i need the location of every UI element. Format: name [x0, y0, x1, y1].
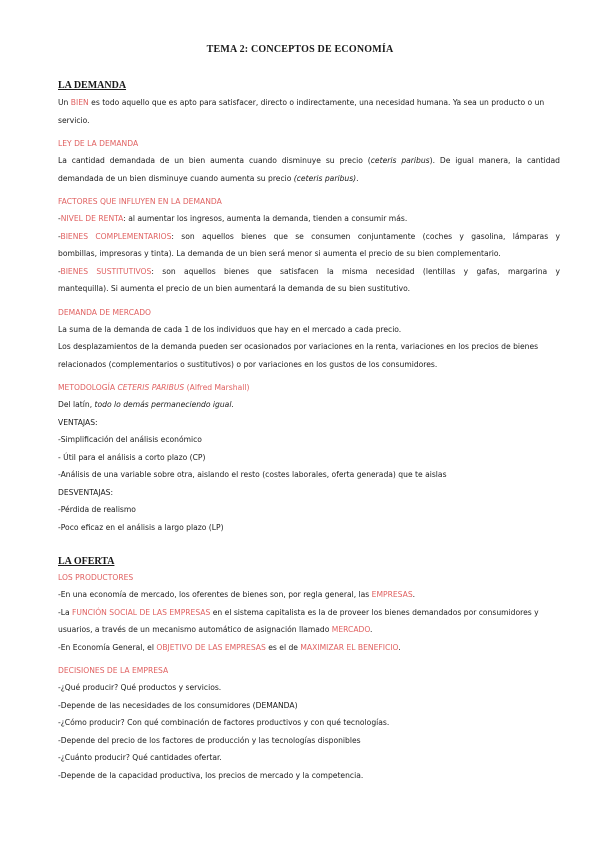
mercado-line-1: La suma de la demanda de cada 1 de los individuos que hay en el mercado a cada precio. — [58, 324, 402, 334]
subheading-metodologia: METODOLOGÍA CETERIS PARIBUS (Alfred Marshall) — [58, 383, 250, 392]
productores-line-1: -En una economía de mercado, los oferentes de bienes son, por regla general, las EMPRESAS. — [58, 590, 416, 599]
productores-line-3: usuarios, a través de un mecanismo automático de asignación llamado MERCADO. — [58, 625, 373, 634]
factor-renta: -NIVEL DE RENTA: al aumentar los ingresos, aumenta la demanda, tienden a consumir más. — [58, 214, 408, 223]
subheading-productores: LOS PRODUCTORES — [58, 573, 134, 582]
productores-line-2: -La FUNCIÓN SOCIAL DE LAS EMPRESAS en el sistema capitalista es la de proveer los bienes demandados por consumidores y — [58, 607, 539, 617]
factor-complementarios-line-2: bombillas, impresoras y tinta). La demanda de un bien será menor si aumenta el precio de su bien complementario. — [58, 249, 501, 258]
desventajas-label: DESVENTAJAS: — [58, 487, 114, 497]
decision-item: -¿Qué producir? Qué productos y servicios. — [58, 683, 222, 692]
subheading-demanda-mercado: DEMANDA DE MERCADO — [58, 307, 152, 317]
productores-line-4: -En Economía General, el OBJETIVO DE LAS EMPRESAS es el de MAXIMIZAR EL BENEFICIO. — [58, 642, 401, 652]
decision-item: -¿Cómo producir? Con qué combinación de factores productivos y con qué tecnologías. — [58, 718, 390, 727]
factor-complementarios-line-1: -BIENES COMPLEMENTARIOS: son aquellos bienes que se consumen conjuntamente (coches y gasolina, lámparas y — [58, 231, 560, 241]
decision-item: -¿Cuánto producir? Qué cantidades ofertar. — [58, 753, 222, 762]
decision-item: -Depende del precio de los factores de producción y las tecnologías disponibles — [58, 735, 361, 745]
ventaja-item: -Análisis de una variable sobre otra, aislando el resto (costes laborales, oferta generada) que te aislas — [58, 470, 447, 479]
ventaja-item: -Simplificación del análisis económico — [58, 435, 202, 444]
mercado-line-2: Los desplazamientos de la demanda pueden ser ocasionados por variaciones en la renta, variaciones en los precios de bienes — [58, 342, 539, 351]
ventaja-item: - Útil para el análisis a corto plazo (CP) — [58, 452, 206, 462]
ventajas-label: VENTAJAS: — [58, 417, 98, 427]
section-heading-oferta: LA OFERTA — [58, 556, 115, 567]
factor-sustitutivos-line-2: mantequilla). Si aumenta el precio de un bien aumentará la demanda de su bien sustitutivo. — [58, 284, 411, 293]
subheading-factores: FACTORES QUE INFLUYEN EN LA DEMANDA — [58, 197, 222, 206]
decision-item: -Depende de la capacidad productiva, los precios de mercado y la competencia. — [58, 770, 364, 780]
latin-definition: Del latín, todo lo demás permaneciendo igual. — [58, 400, 234, 409]
subheading-decisiones: DECISIONES DE LA EMPRESA — [58, 666, 169, 675]
mercado-line-3: relacionados (complementarios o sustitutivos) o por variaciones en los gustos de los consumidores. — [58, 359, 438, 369]
bien-definition-line-2: servicio. — [58, 115, 90, 125]
ley-demanda-line-1: La cantidad demandada de un bien aumenta cuando disminuye su precio (ceteris paribus). De igual manera, la cantidad — [58, 156, 560, 165]
desventaja-item: -Poco eficaz en el análisis a largo plazo (LP) — [58, 522, 224, 532]
ley-demanda-line-2: demandada de un bien disminuye cuando aumenta su precio (ceteris paribus). — [58, 173, 359, 183]
section-heading-demanda: LA DEMANDA — [58, 80, 127, 91]
desventaja-item: -Pérdida de realismo — [58, 505, 136, 514]
decision-item: -Depende de las necesidades de los consumidores (DEMANDA) — [58, 700, 298, 710]
document-title: TEMA 2: CONCEPTOS DE ECONOMÍA — [206, 44, 394, 55]
bien-highlight: BIEN — [70, 98, 89, 107]
bien-definition-line-1: Un BIEN es todo aquello que es apto para satisfacer, directo o indirectamente, una necesidad humana. Ya sea un producto o un — [58, 98, 545, 107]
factor-sustitutivos-line-1: -BIENES SUSTITUTIVOS: son aquellos bienes que satisfacen la misma necesidad (lentillas y gafas, margarina y — [58, 266, 560, 276]
subheading-ley-demanda: LEY DE LA DEMANDA — [58, 139, 139, 148]
document-body — [58, 78, 560, 784]
